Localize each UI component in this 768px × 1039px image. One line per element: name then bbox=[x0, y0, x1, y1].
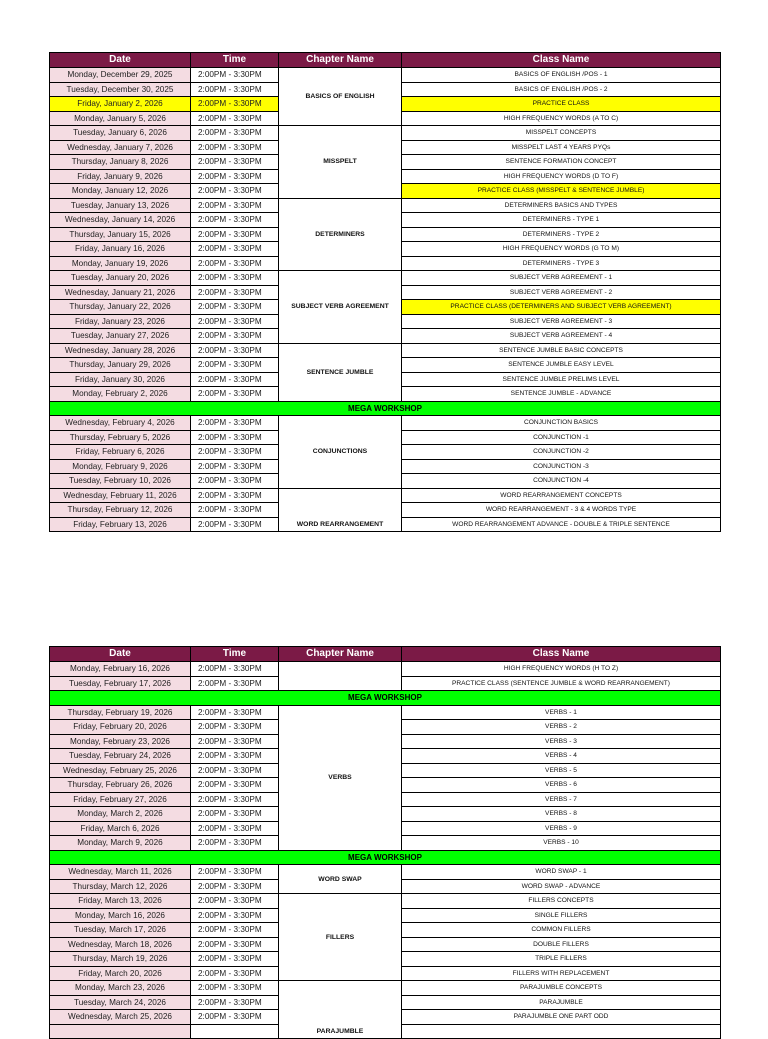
date-cell: Monday, February 9, 2026 bbox=[50, 459, 191, 474]
time-cell: 2:00PM - 3:30PM bbox=[191, 879, 279, 894]
class-cell: PRACTICE CLASS bbox=[402, 97, 721, 112]
time-cell: 2:00PM - 3:30PM bbox=[191, 894, 279, 909]
date-cell: Wednesday, February 25, 2026 bbox=[50, 763, 191, 778]
chapter-cell: CONJUNCTIONS bbox=[279, 416, 402, 489]
date-cell: Wednesday, March 18, 2026 bbox=[50, 937, 191, 952]
table-row bbox=[50, 343, 721, 358]
header-time: Time bbox=[191, 53, 279, 68]
date-cell: Monday, January 5, 2026 bbox=[50, 111, 191, 126]
date-cell: Tuesday, February 24, 2026 bbox=[50, 749, 191, 764]
time-cell: 2:00PM - 3:30PM bbox=[191, 923, 279, 938]
time-cell: 2:00PM - 3:30PM bbox=[191, 329, 279, 344]
date-cell: Friday, January 23, 2026 bbox=[50, 314, 191, 329]
class-cell: SENTENCE JUMBLE - ADVANCE bbox=[402, 387, 721, 402]
class-cell: PARAJUMBLE CONCEPTS bbox=[402, 981, 721, 996]
date-cell: Wednesday, January 7, 2026 bbox=[50, 140, 191, 155]
class-cell: DETERMINERS BASICS AND TYPES bbox=[402, 198, 721, 213]
time-cell: 2:00PM - 3:30PM bbox=[191, 111, 279, 126]
class-cell: VERBS - 2 bbox=[402, 720, 721, 735]
date-cell: Tuesday, March 24, 2026 bbox=[50, 995, 191, 1010]
time-cell: 2:00PM - 3:30PM bbox=[191, 778, 279, 793]
class-cell: SUBJECT VERB AGREEMENT - 4 bbox=[402, 329, 721, 344]
date-cell: Monday, December 29, 2025 bbox=[50, 68, 191, 83]
date-cell: Monday, January 12, 2026 bbox=[50, 184, 191, 199]
class-cell: BASICS OF ENGLISH /POS - 2 bbox=[402, 82, 721, 97]
time-cell: 2:00PM - 3:30PM bbox=[191, 865, 279, 880]
date-cell: Tuesday, January 27, 2026 bbox=[50, 329, 191, 344]
time-cell: 2:00PM - 3:30PM bbox=[191, 517, 279, 532]
class-cell: SUBJECT VERB AGREEMENT - 2 bbox=[402, 285, 721, 300]
date-cell: Wednesday, January 28, 2026 bbox=[50, 343, 191, 358]
header-date: Date bbox=[50, 53, 191, 68]
date-cell: Monday, March 23, 2026 bbox=[50, 981, 191, 996]
class-cell: FILLERS WITH REPLACEMENT bbox=[402, 966, 721, 981]
table-row bbox=[50, 271, 721, 286]
time-cell: 2:00PM - 3:30PM bbox=[191, 981, 279, 996]
class-cell-highlighted: PRACTICE CLASS (MISSPELT & SENTENCE JUMBLE) bbox=[402, 184, 721, 199]
class-cell: SENTENCE FORMATION CONCEPT bbox=[402, 155, 721, 170]
class-cell: WORD SWAP - ADVANCE bbox=[402, 879, 721, 894]
class-cell: DETERMINERS - TYPE 2 bbox=[402, 227, 721, 242]
time-cell: 2:00PM - 3:30PM bbox=[191, 445, 279, 460]
date-cell: Monday, February 2, 2026 bbox=[50, 387, 191, 402]
time-cell: 2:00PM - 3:30PM bbox=[191, 155, 279, 170]
chapter-cell: VERBS bbox=[279, 705, 402, 850]
table-row bbox=[50, 126, 721, 141]
chapter-cell: PARAJUMBLE bbox=[279, 981, 402, 1039]
date-cell: Wednesday, February 11, 2026 bbox=[50, 488, 191, 503]
time-cell: 2:00PM - 3:30PM bbox=[191, 271, 279, 286]
mega-workshop-banner: MEGA WORKSHOP bbox=[50, 401, 721, 416]
class-cell: TRIPLE FILLERS bbox=[402, 952, 721, 967]
chapter-cell: WORD REARRANGEMENT bbox=[279, 488, 402, 532]
chapter-cell: SUBJECT VERB AGREEMENT bbox=[279, 271, 402, 344]
class-cell: DETERMINERS - TYPE 3 bbox=[402, 256, 721, 271]
class-cell: PARAJUMBLE bbox=[402, 995, 721, 1010]
date-cell: Monday, March 9, 2026 bbox=[50, 836, 191, 851]
mega-workshop-row bbox=[50, 691, 721, 706]
date-cell: Wednesday, January 14, 2026 bbox=[50, 213, 191, 228]
header-date: Date bbox=[50, 647, 191, 662]
table-row bbox=[50, 981, 721, 996]
class-cell: HIGH FREQUENCY WORDS (D TO F) bbox=[402, 169, 721, 184]
header-class: Class Name bbox=[402, 53, 721, 68]
class-cell: CONJUNCTION -4 bbox=[402, 474, 721, 489]
chapter-cell: SENTENCE JUMBLE bbox=[279, 343, 402, 401]
date-cell: Thursday, January 22, 2026 bbox=[50, 300, 191, 315]
class-cell: VERBS - 3 bbox=[402, 734, 721, 749]
date-cell: Thursday, February 5, 2026 bbox=[50, 430, 191, 445]
date-cell: Friday, January 16, 2026 bbox=[50, 242, 191, 257]
class-cell: PARAJUMBLE ONE PART ODD bbox=[402, 1010, 721, 1025]
class-cell: CONJUNCTION -1 bbox=[402, 430, 721, 445]
time-cell: 2:00PM - 3:30PM bbox=[191, 430, 279, 445]
time-cell: 2:00PM - 3:30PM bbox=[191, 285, 279, 300]
time-cell: 2:00PM - 3:30PM bbox=[191, 474, 279, 489]
date-cell: Friday, February 13, 2026 bbox=[50, 517, 191, 532]
class-cell: HIGH FREQUENCY WORDS (H TO Z) bbox=[402, 662, 721, 677]
time-cell: 2:00PM - 3:30PM bbox=[191, 459, 279, 474]
date-cell: Friday, March 20, 2026 bbox=[50, 966, 191, 981]
header-chapter: Chapter Name bbox=[279, 647, 402, 662]
time-cell: 2:00PM - 3:30PM bbox=[191, 676, 279, 691]
class-cell: SINGLE FILLERS bbox=[402, 908, 721, 923]
date-cell: Monday, February 23, 2026 bbox=[50, 734, 191, 749]
date-cell: Monday, March 2, 2026 bbox=[50, 807, 191, 822]
date-cell: Thursday, January 15, 2026 bbox=[50, 227, 191, 242]
date-cell: Tuesday, January 13, 2026 bbox=[50, 198, 191, 213]
time-cell: 2:00PM - 3:30PM bbox=[191, 763, 279, 778]
time-cell: 2:00PM - 3:30PM bbox=[191, 314, 279, 329]
schedule-table-2 bbox=[49, 646, 721, 1039]
mega-workshop-banner: MEGA WORKSHOP bbox=[50, 850, 721, 865]
time-cell: 2:00PM - 3:30PM bbox=[191, 256, 279, 271]
date-cell: Monday, January 19, 2026 bbox=[50, 256, 191, 271]
class-cell: HIGH FREQUENCY WORDS (G TO M) bbox=[402, 242, 721, 257]
class-cell: VERBS - 4 bbox=[402, 749, 721, 764]
mega-workshop-row bbox=[50, 401, 721, 416]
time-cell: 2:00PM - 3:30PM bbox=[191, 966, 279, 981]
time-cell: 2:00PM - 3:30PM bbox=[191, 416, 279, 431]
time-cell: 2:00PM - 3:30PM bbox=[191, 82, 279, 97]
time-cell: 2:00PM - 3:30PM bbox=[191, 68, 279, 83]
class-cell bbox=[402, 1024, 721, 1039]
class-cell: SENTENCE JUMBLE EASY LEVEL bbox=[402, 358, 721, 373]
date-cell: Tuesday, January 20, 2026 bbox=[50, 271, 191, 286]
time-cell: 2:00PM - 3:30PM bbox=[191, 908, 279, 923]
date-cell: Tuesday, February 10, 2026 bbox=[50, 474, 191, 489]
time-cell: 2:00PM - 3:30PM bbox=[191, 372, 279, 387]
date-cell: Friday, February 20, 2026 bbox=[50, 720, 191, 735]
table-row bbox=[50, 865, 721, 880]
time-cell: 2:00PM - 3:30PM bbox=[191, 821, 279, 836]
table-header-row bbox=[50, 53, 721, 68]
table-row bbox=[50, 198, 721, 213]
time-cell: 2:00PM - 3:30PM bbox=[191, 503, 279, 518]
class-cell: DOUBLE FILLERS bbox=[402, 937, 721, 952]
class-cell: VERBS - 5 bbox=[402, 763, 721, 778]
chapter-cell bbox=[279, 662, 402, 691]
time-cell: 2:00PM - 3:30PM bbox=[191, 488, 279, 503]
class-cell: VERBS - 6 bbox=[402, 778, 721, 793]
date-cell: Tuesday, February 17, 2026 bbox=[50, 676, 191, 691]
time-cell: 2:00PM - 3:30PM bbox=[191, 662, 279, 677]
date-cell: Friday, February 6, 2026 bbox=[50, 445, 191, 460]
class-cell: SENTENCE JUMBLE PRELIMS LEVEL bbox=[402, 372, 721, 387]
class-cell: SENTENCE JUMBLE BASIC CONCEPTS bbox=[402, 343, 721, 358]
class-cell: SUBJECT VERB AGREEMENT - 3 bbox=[402, 314, 721, 329]
table-row bbox=[50, 705, 721, 720]
class-cell: SUBJECT VERB AGREEMENT - 1 bbox=[402, 271, 721, 286]
class-cell: VERBS - 7 bbox=[402, 792, 721, 807]
date-cell: Thursday, February 26, 2026 bbox=[50, 778, 191, 793]
date-cell: Thursday, January 8, 2026 bbox=[50, 155, 191, 170]
time-cell: 2:00PM - 3:30PM bbox=[191, 705, 279, 720]
time-cell: 2:00PM - 3:30PM bbox=[191, 952, 279, 967]
time-cell: 2:00PM - 3:30PM bbox=[191, 734, 279, 749]
date-cell: Monday, March 16, 2026 bbox=[50, 908, 191, 923]
time-cell: 2:00PM - 3:30PM bbox=[191, 97, 279, 112]
time-cell: 2:00PM - 3:30PM bbox=[191, 937, 279, 952]
time-cell: 2:00PM - 3:30PM bbox=[191, 792, 279, 807]
date-cell: Wednesday, March 11, 2026 bbox=[50, 865, 191, 880]
time-cell: 2:00PM - 3:30PM bbox=[191, 1010, 279, 1025]
date-cell: Friday, January 30, 2026 bbox=[50, 372, 191, 387]
date-cell: Friday, January 9, 2026 bbox=[50, 169, 191, 184]
date-cell: Tuesday, March 17, 2026 bbox=[50, 923, 191, 938]
time-cell: 2:00PM - 3:30PM bbox=[191, 227, 279, 242]
date-cell: Thursday, January 29, 2026 bbox=[50, 358, 191, 373]
chapter-cell: BASICS OF ENGLISH bbox=[279, 68, 402, 126]
mega-workshop-banner: MEGA WORKSHOP bbox=[50, 691, 721, 706]
time-cell: 2:00PM - 3:30PM bbox=[191, 749, 279, 764]
date-cell: Friday, March 6, 2026 bbox=[50, 821, 191, 836]
chapter-cell: FILLERS bbox=[279, 894, 402, 981]
class-cell: CONJUNCTION -2 bbox=[402, 445, 721, 460]
schedule-table-1 bbox=[49, 52, 721, 532]
table-row bbox=[50, 488, 721, 503]
class-cell: FILLERS CONCEPTS bbox=[402, 894, 721, 909]
header-time: Time bbox=[191, 647, 279, 662]
table-row bbox=[50, 662, 721, 677]
class-cell: WORD REARRANGEMENT ADVANCE - DOUBLE & TRIPLE SENTENCE bbox=[402, 517, 721, 532]
mega-workshop-row bbox=[50, 850, 721, 865]
table-row bbox=[50, 68, 721, 83]
class-cell-highlighted: PRACTICE CLASS (DETERMINERS AND SUBJECT VERB AGREEMENT) bbox=[402, 300, 721, 315]
class-cell: VERBS - 9 bbox=[402, 821, 721, 836]
class-cell: MISSPELT CONCEPTS bbox=[402, 126, 721, 141]
class-cell: HIGH FREQUENCY WORDS (A TO C) bbox=[402, 111, 721, 126]
time-cell: 2:00PM - 3:30PM bbox=[191, 198, 279, 213]
class-cell: CONJUNCTION BASICS bbox=[402, 416, 721, 431]
date-cell: Thursday, March 12, 2026 bbox=[50, 879, 191, 894]
time-cell: 2:00PM - 3:30PM bbox=[191, 126, 279, 141]
class-cell: MISSPELT LAST 4 YEARS PYQs bbox=[402, 140, 721, 155]
chapter-cell: MISSPELT bbox=[279, 126, 402, 199]
class-cell: VERBS - 1 bbox=[402, 705, 721, 720]
class-cell: WORD REARRANGEMENT CONCEPTS bbox=[402, 488, 721, 503]
class-cell: PRACTICE CLASS (SENTENCE JUMBLE & WORD REARRANGEMENT) bbox=[402, 676, 721, 691]
class-cell: CONJUNCTION -3 bbox=[402, 459, 721, 474]
date-cell: Friday, February 27, 2026 bbox=[50, 792, 191, 807]
table-row bbox=[50, 894, 721, 909]
time-cell: 2:00PM - 3:30PM bbox=[191, 995, 279, 1010]
time-cell: 2:00PM - 3:30PM bbox=[191, 140, 279, 155]
time-cell: 2:00PM - 3:30PM bbox=[191, 184, 279, 199]
class-cell: WORD SWAP - 1 bbox=[402, 865, 721, 880]
class-cell: WORD REARRANGEMENT - 3 & 4 WORDS TYPE bbox=[402, 503, 721, 518]
time-cell: 2:00PM - 3:30PM bbox=[191, 720, 279, 735]
date-cell bbox=[50, 1024, 191, 1039]
date-cell: Wednesday, March 25, 2026 bbox=[50, 1010, 191, 1025]
header-class: Class Name bbox=[402, 647, 721, 662]
class-cell: VERBS - 10 bbox=[402, 836, 721, 851]
class-cell: DETERMINERS - TYPE 1 bbox=[402, 213, 721, 228]
time-cell: 2:00PM - 3:30PM bbox=[191, 169, 279, 184]
date-cell: Tuesday, December 30, 2025 bbox=[50, 82, 191, 97]
date-cell: Tuesday, January 6, 2026 bbox=[50, 126, 191, 141]
table-row bbox=[50, 416, 721, 431]
date-cell: Wednesday, January 21, 2026 bbox=[50, 285, 191, 300]
time-cell bbox=[191, 1024, 279, 1039]
date-cell: Thursday, March 19, 2026 bbox=[50, 952, 191, 967]
date-cell: Thursday, February 19, 2026 bbox=[50, 705, 191, 720]
date-cell: Friday, March 13, 2026 bbox=[50, 894, 191, 909]
time-cell: 2:00PM - 3:30PM bbox=[191, 358, 279, 373]
class-cell: VERBS - 8 bbox=[402, 807, 721, 822]
table-header-row bbox=[50, 647, 721, 662]
chapter-cell: DETERMINERS bbox=[279, 198, 402, 271]
class-cell: BASICS OF ENGLISH /POS - 1 bbox=[402, 68, 721, 83]
time-cell: 2:00PM - 3:30PM bbox=[191, 213, 279, 228]
time-cell: 2:00PM - 3:30PM bbox=[191, 242, 279, 257]
time-cell: 2:00PM - 3:30PM bbox=[191, 807, 279, 822]
date-cell: Monday, February 16, 2026 bbox=[50, 662, 191, 677]
date-cell: Thursday, February 12, 2026 bbox=[50, 503, 191, 518]
time-cell: 2:00PM - 3:30PM bbox=[191, 836, 279, 851]
date-cell: Wednesday, February 4, 2026 bbox=[50, 416, 191, 431]
date-cell: Friday, January 2, 2026 bbox=[50, 97, 191, 112]
time-cell: 2:00PM - 3:30PM bbox=[191, 387, 279, 402]
header-chapter: Chapter Name bbox=[279, 53, 402, 68]
class-cell: COMMON FILLERS bbox=[402, 923, 721, 938]
chapter-cell: WORD SWAP bbox=[279, 865, 402, 894]
time-cell: 2:00PM - 3:30PM bbox=[191, 300, 279, 315]
time-cell: 2:00PM - 3:30PM bbox=[191, 343, 279, 358]
